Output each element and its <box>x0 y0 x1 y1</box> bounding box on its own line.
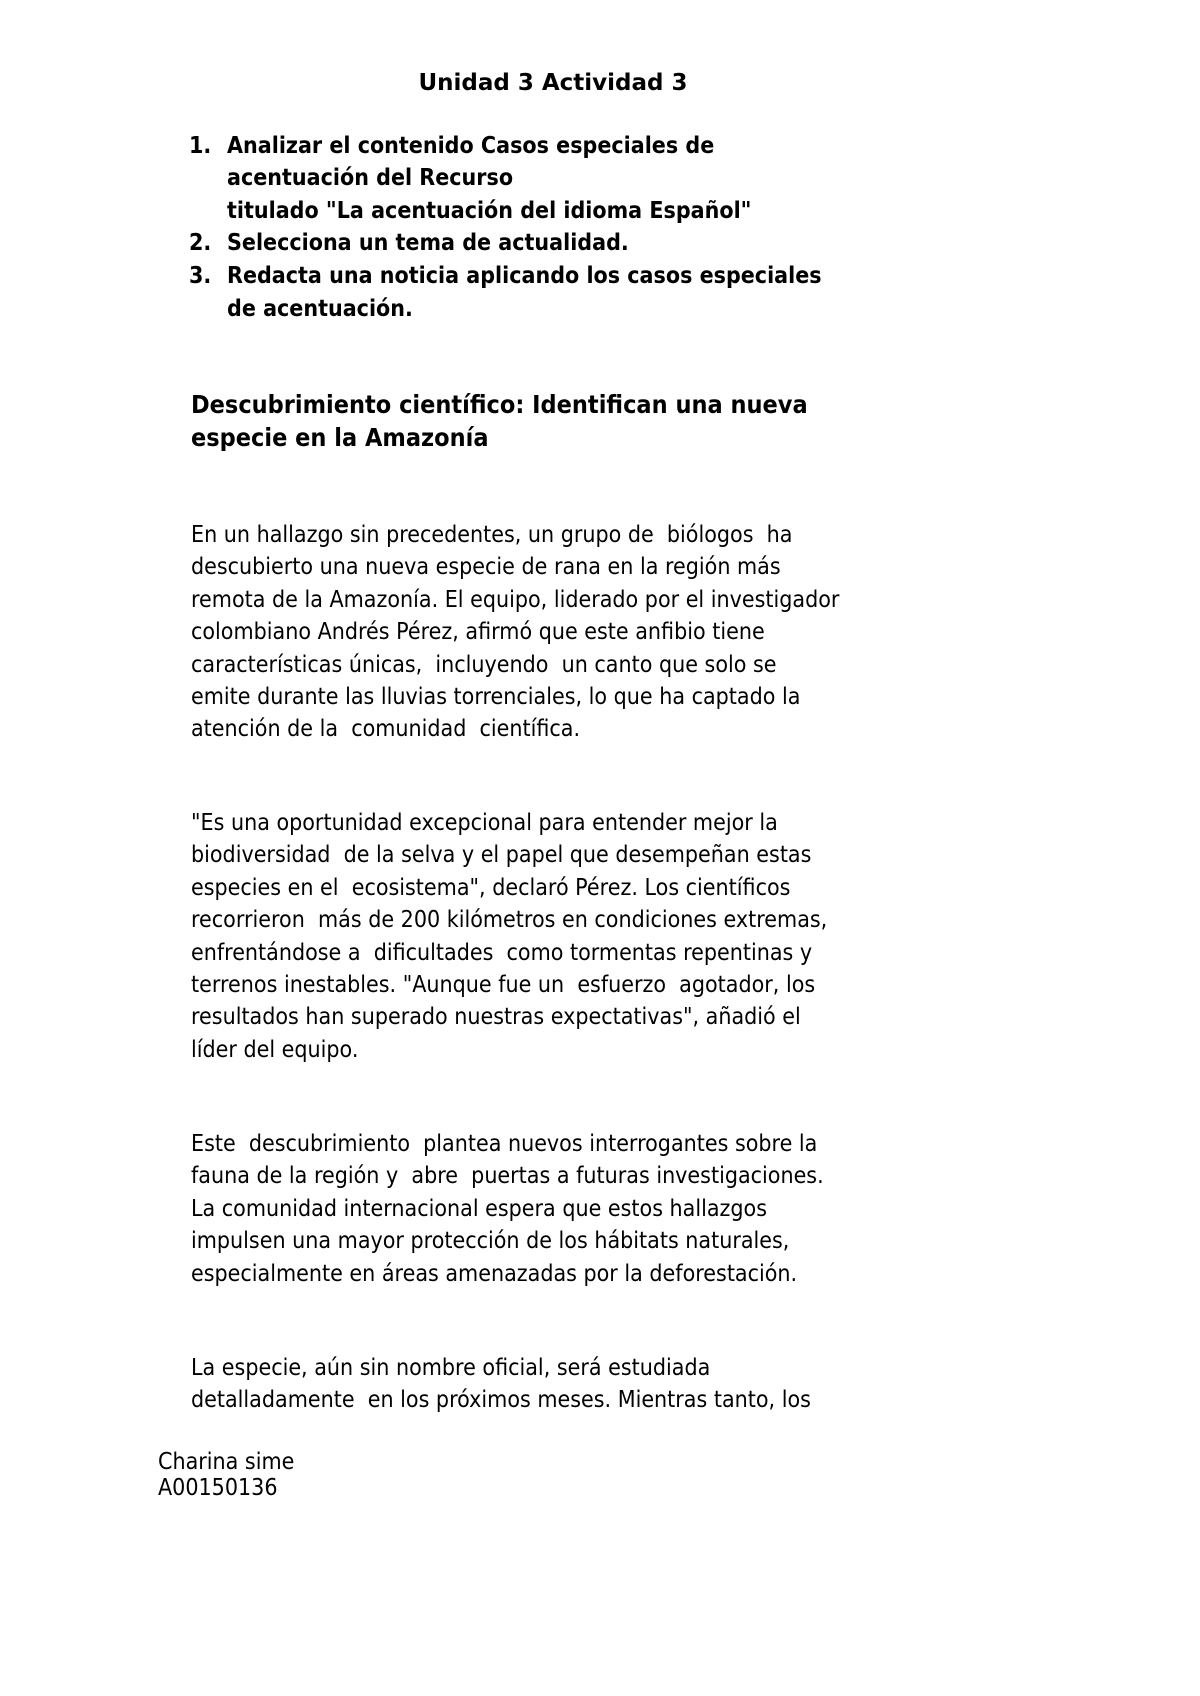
footer-author-name: Charina sime <box>158 1449 295 1475</box>
news-headline: especie en la Amazonía <box>191 423 489 452</box>
instruction-line: acentuación del Recurso <box>227 165 514 191</box>
instruction-line: Redacta una noticia aplicando los casos especiales <box>227 263 822 289</box>
paragraph-line: biodiversidad de la selva y el papel que desempeñan estas <box>191 842 812 869</box>
paragraph-line: emite durante las lluvias torrenciales, lo que ha captado la <box>191 684 801 710</box>
paragraph-line: En un hallazgo sin precedentes, un grupo de biólogos ha <box>191 522 793 548</box>
list-number: 1. <box>189 133 212 159</box>
footer-student-id: A00150136 <box>158 1475 278 1501</box>
list-number: 2. <box>189 230 212 256</box>
paragraph-line: detalladamente en los próximos meses. Mientras tanto, los <box>191 1387 811 1414</box>
instruction-line: de acentuación. <box>227 296 413 322</box>
paragraph-line: La especie, aún sin nombre oficial, será estudiada <box>191 1355 711 1381</box>
instruction-line: titulado "La acentuación del idioma Español" <box>227 198 752 224</box>
paragraph-line: impulsen una mayor protección de los hábitats naturales, <box>191 1228 790 1255</box>
paragraph-line: terrenos inestables. "Aunque fue un esfuerzo agotador, los <box>191 972 816 998</box>
paragraph-line: colombiano Andrés Pérez, afirmó que este anfibio tiene <box>191 619 765 646</box>
paragraph-line: especialmente en áreas amenazadas por la deforestación. <box>191 1260 798 1287</box>
list-number: 3. <box>189 263 212 289</box>
paragraph-line: fauna de la región y abre puertas a futuras investigaciones. <box>191 1163 824 1190</box>
instruction-line: Selecciona un tema de actualidad. <box>227 230 629 256</box>
paragraph-line: enfrentándose a dificultades como tormentas repentinas y <box>191 939 813 966</box>
paragraph-line: remota de la Amazonía. El equipo, liderado por el investigador <box>191 586 840 613</box>
document-title: Unidad 3 Actividad 3 <box>418 70 688 96</box>
news-headline: Descubrimiento científico: Identifican una nueva <box>191 390 808 419</box>
paragraph-line: especies en el ecosistema", declaró Pérez. Los científicos <box>191 874 791 901</box>
paragraph-line: descubierto una nueva especie de rana en la región más <box>191 554 781 581</box>
paragraph-line: "Es una oportunidad excepcional para entender mejor la <box>191 810 778 836</box>
paragraph-line: resultados han superado nuestras expectativas", añadió el <box>191 1004 801 1031</box>
paragraph-line: La comunidad internacional espera que estos hallazgos <box>191 1195 768 1222</box>
instruction-line: Analizar el contenido Casos especiales de <box>227 133 715 159</box>
paragraph-line: Este descubrimiento plantea nuevos interrogantes sobre la <box>191 1131 818 1157</box>
paragraph-line: características únicas, incluyendo un canto que solo se <box>191 651 777 678</box>
paragraph-line: líder del equipo. <box>191 1036 359 1063</box>
paragraph-line: recorrieron más de 200 kilómetros en condiciones extremas, <box>191 907 828 934</box>
paragraph-line: atención de la comunidad científica. <box>191 716 581 743</box>
